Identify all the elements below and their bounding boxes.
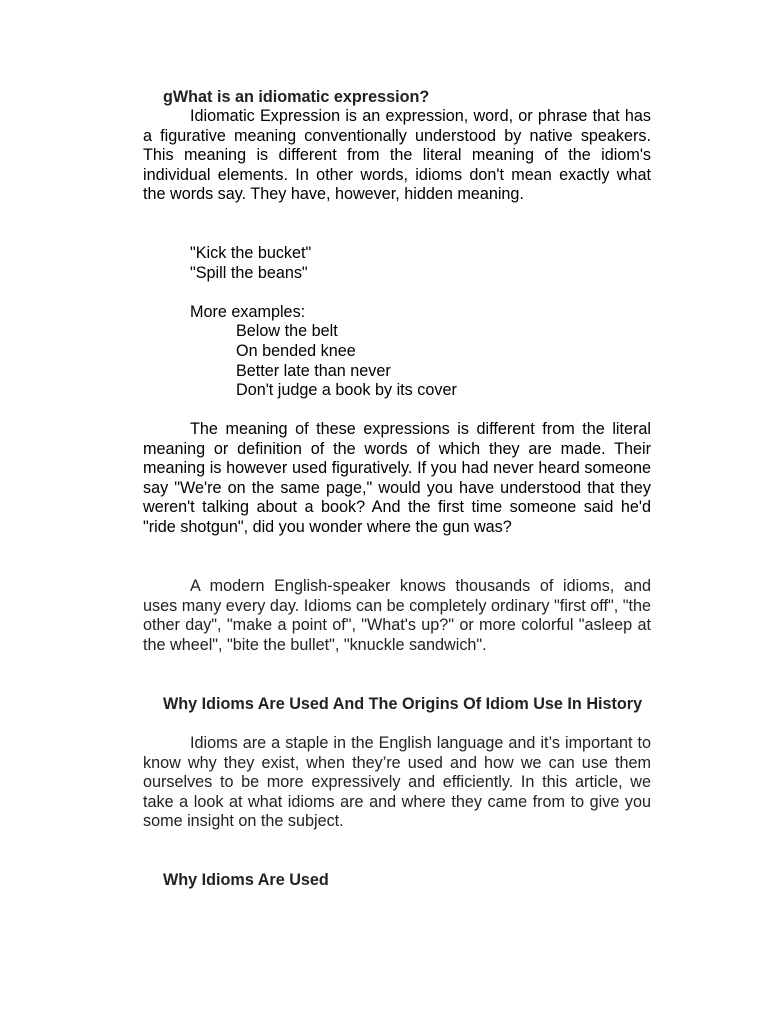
example-kick-the-bucket: "Kick the bucket"	[190, 244, 312, 262]
list-item: Don't judge a book by its cover	[236, 381, 457, 399]
paragraph-staple: Idioms are a staple in the English language and it’s important to know why they exist, when they’re used and how we can use them ourselves to be more expressively and efficiently. In this article, we take a look at what idioms are and where they came from to give you some insight on the subject.	[143, 734, 651, 831]
example-spill-the-beans: "Spill the beans"	[190, 264, 308, 282]
heading-why-idioms-origins: Why Idioms Are Used And The Origins Of Idiom Use In History	[163, 695, 643, 713]
paragraph-meaning: The meaning of these expressions is different from the literal meaning or definition of the words of which they are made. Their meaning is however used figuratively. If you had never heard someone say "We're on the same page," would you have understood that they weren't talking about a book? And the first time someone said he'd "ride shotgun", did you wonder where the gun was?	[143, 420, 651, 536]
heading-what-is-idiomatic-expression: gWhat is an idiomatic expression?	[163, 88, 430, 106]
paragraph-modern-speaker: A modern English-speaker knows thousands of idioms, and uses many every day. Idioms can be completely ordinary "first off", "the other day", "make a point of", "What's up?" or more colorful "asleep at the wheel", "bite the bullet", "knuckle sandwich".	[143, 577, 651, 654]
more-examples-label: More examples:	[190, 303, 306, 321]
list-item: Better late than never	[236, 362, 391, 380]
list-item: Below the belt	[236, 322, 338, 340]
heading-why-idioms-are-used: Why Idioms Are Used	[163, 871, 329, 889]
paragraph-definition: Idiomatic Expression is an expression, word, or phrase that has a figurative meaning conventionally understood by native speakers. This meaning is different from the literal meaning of the idiom's individual elements. In other words, idioms don't mean exactly what the words say. They have, however, hidden meaning.	[143, 107, 651, 204]
list-item: On bended knee	[236, 342, 356, 360]
